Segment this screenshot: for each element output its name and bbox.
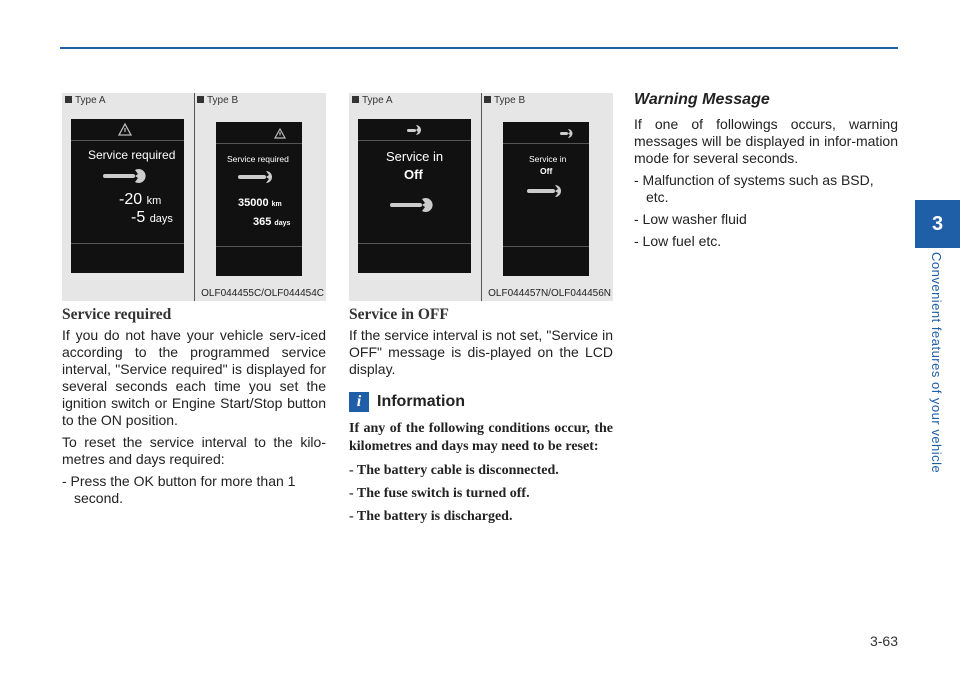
wrench-icon — [525, 184, 565, 198]
lcd-line2: Off — [540, 166, 553, 176]
paragraph: If the service interval is not set, "Service in OFF" message is dis-played on the LCD display. — [349, 327, 613, 377]
wrench-icon — [101, 168, 147, 184]
type-a-label: Type A — [352, 95, 393, 106]
figure-divider — [194, 93, 195, 301]
lcd-display-type-a — [358, 119, 471, 273]
figure-caption: OLF044455C/OLF044454C — [201, 288, 324, 299]
lcd-km-value: -20 km — [119, 191, 162, 208]
lcd-line2: Off — [404, 167, 423, 182]
paragraph: If you do not have your vehicle serv-iced according to the programmed service interval, "Service required" is displayed for several seconds each time you set the ignition switch or Engine Start/Stop button to the ON position. — [62, 327, 326, 428]
wrench-icon — [236, 170, 276, 184]
section-heading: Service in OFF — [349, 306, 449, 323]
list-item: - Malfunction of systems such as BSD, etc. — [634, 172, 874, 205]
list-item: - The battery is discharged. — [349, 509, 513, 524]
type-b-label: Type B — [197, 95, 238, 106]
information-title: Information — [377, 393, 465, 410]
chapter-title: Convenient features of your vehicle — [929, 252, 944, 474]
column-warning-message — [634, 91, 898, 250]
list-item: - The battery cable is disconnected. — [349, 463, 559, 478]
warning-triangle-icon — [274, 128, 286, 139]
column-service-in-off — [349, 306, 613, 526]
lcd-display-type-b — [503, 122, 589, 276]
list-item: - Low fuel etc. — [634, 233, 722, 249]
section-heading: Warning Message — [634, 91, 770, 108]
figure-divider — [481, 93, 482, 301]
page-number: 3-63 — [869, 633, 898, 649]
wrench-small-icon — [406, 124, 422, 136]
figure-service-required — [62, 93, 326, 301]
lcd-title: Service required — [227, 154, 289, 164]
list-item: - Low washer fluid — [634, 211, 747, 227]
header-rule — [60, 47, 898, 49]
lcd-display-type-b — [216, 122, 302, 276]
lcd-km-value: 35000 km — [238, 197, 282, 209]
wrench-icon — [388, 197, 434, 213]
lcd-display-type-a — [71, 119, 184, 273]
type-a-label: Type A — [65, 95, 106, 106]
paragraph: If one of followings occurs, warning messages will be displayed in infor-mation mode for several seconds. — [634, 116, 898, 166]
section-heading: Service required — [62, 306, 172, 323]
lcd-days-value: -5 days — [131, 209, 173, 226]
figure-service-in-off — [349, 93, 613, 301]
wrench-small-icon — [559, 128, 573, 139]
lcd-line1: Service in — [529, 154, 567, 164]
chapter-number: 3 — [931, 212, 944, 235]
warning-triangle-icon — [118, 123, 132, 136]
information-header — [349, 392, 613, 412]
list-item: - Press the OK button for more than 1 second. — [62, 473, 296, 506]
lcd-title: Service required — [88, 148, 176, 162]
type-b-label: Type B — [484, 95, 525, 106]
column-service-required — [62, 306, 326, 507]
info-icon: i — [349, 392, 369, 412]
figure-caption: OLF044457N/OLF044456N — [488, 288, 611, 299]
list-item: - The fuse switch is turned off. — [349, 486, 530, 501]
paragraph: To reset the service interval to the kilo-metres and days required: — [62, 434, 326, 467]
lcd-days-value: 365 days — [253, 216, 291, 228]
lcd-line1: Service in — [386, 149, 444, 164]
chapter-tab — [915, 200, 960, 248]
information-body: If any of the following conditions occur, the kilometres and days may need to be reset: — [349, 421, 613, 454]
